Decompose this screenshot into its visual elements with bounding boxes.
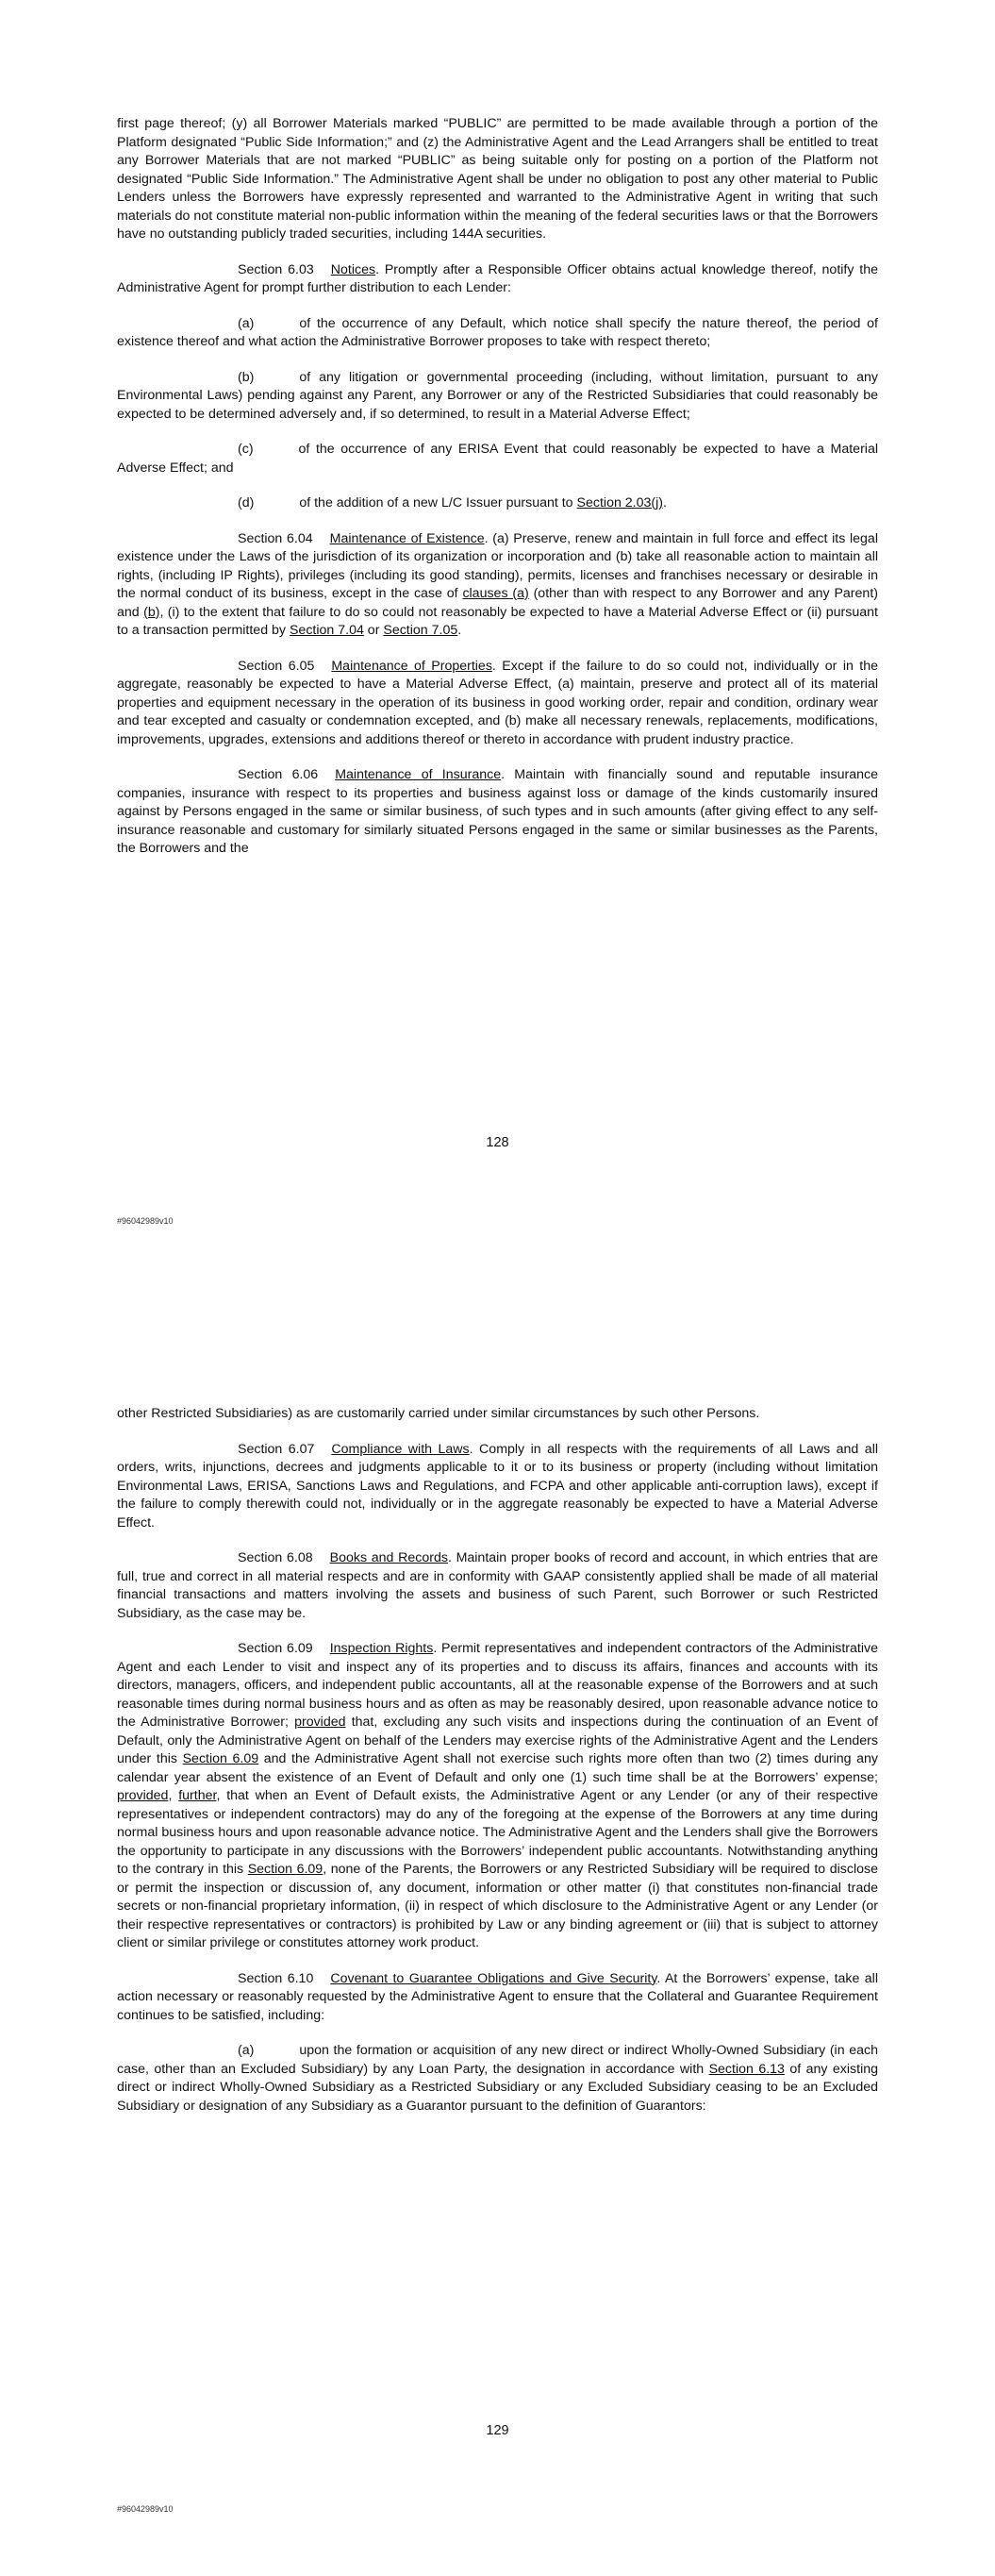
section-text: , that when an Event of Default exists, the Administrative Agent or any Lender (or any of their respective representatives or independent contractors) may do any of the foregoing at the expense of the Borrowers at any time during normal business hours and upon reasonable advance notice. The Administrative Agent and the Lenders shall give the Borrowers the opportunity to participate in any discussions with the Borrowers’ independent public accountants. Notwithstanding anything to the contrary in this (117, 1788, 878, 1877)
section-text: . Promptly after a Responsible Officer obtains actual knowledge thereof, notify the Administrative Agent for prompt further distribution to each Lender: (117, 261, 878, 295)
section-text: (other than with respect to any Borrower and any Parent) and (117, 586, 878, 620)
term-provided: provided (294, 1715, 346, 1730)
clause-6-03-b (117, 369, 878, 425)
clause-marker: (d) (238, 495, 255, 510)
clause-reference: clauses (a) (462, 586, 529, 601)
clause-text: of the occurrence of any Default, which notice shall specify the nature thereof, the period of existence thereof and what action the Administrative Borrower proposes to take with respect thereto; (117, 315, 878, 349)
section-text: . (a) Preserve, renew and maintain in full force and effect its legal existence under the Laws of the jurisdiction of its organization or incorporation and (b) take all reasonable action to maintain all rights, (including IP Rights), privileges (including its good standing), permits, licenses and franchises necessary or desirable in the normal conduct of its business, except in the case of (117, 530, 878, 601)
clause-text: of the addition of a new L/C Issuer pursuant to (299, 495, 577, 510)
document-id: #96042989v10 (117, 2504, 174, 2514)
section-6-07 (117, 1441, 878, 1533)
paragraph-intro: first page thereof; (y) all Borrower Materials marked “PUBLIC” are permitted to be made available through a portion of the Platform designated “Public Side Information;” and (z) the Administrative Agent and the Lead Arrangers shall be entitled to treat any Borrower Materials that are not marked “PUBLIC” as being suitable only for posting on a portion of the Platform not designated “Public Side Information.” The Administrative Agent shall be under no obligation to post any other material to Public Lenders unless the Borrowers have expressly represented and warranted to the Administrative Agent in writing that such materials do not constitute material non-public information within the meaning of the federal securities laws or that the Borrowers have no outstanding publicly traded securities, including 144A securities. (117, 116, 878, 242)
page-129 (0, 1288, 995, 2576)
section-heading: Covenant to Guarantee Obligations and Give Security (330, 1970, 657, 1986)
section-text: , (i) to the extent that failure to do so could not reasonably be expected to have a Material Adverse Effect or (ii) pursuant to a transaction permitted by (117, 604, 878, 638)
clause-text: of any existing direct or indirect Wholly-Owned Subsidiary as a Restricted Subsidiary or any Excluded Subsidiary ceasing to be an Excluded Subsidiary or designation of any Subsidiary as a Guarantor pursuant to the definition of Guarantors: (117, 2061, 878, 2114)
clause-marker: (a) (238, 2043, 255, 2058)
section-label: Section 6.08 (238, 1550, 313, 1565)
section-text: . (457, 623, 462, 638)
page-number: 128 (486, 1135, 509, 1150)
term-further: further (178, 1788, 217, 1803)
section-text: . At the Borrowers’ expense, take all action necessary or reasonably requested by the Administrative Agent to ensure that the Collateral and Guarantee Requirement continues to be satisfied, including: (117, 1970, 878, 2023)
clause-6-03-d (117, 494, 878, 513)
section-reference: Section 7.05 (383, 623, 458, 638)
section-text: and the Administrative Agent shall not exercise such rights more often than two (2) times during any calendar year absent the existence of an Event of Default and only one (1) such time shall be at the Borrowers’ expense; (117, 1751, 878, 1785)
section-reference: Section 6.09 (247, 1862, 323, 1877)
section-heading: Books and Records (329, 1550, 448, 1565)
section-heading: Inspection Rights (329, 1641, 434, 1656)
section-6-05 (117, 658, 878, 750)
section-label: Section 6.09 (238, 1641, 313, 1656)
clause-text-end: . (663, 495, 667, 510)
clause-marker: (c) (238, 442, 254, 457)
clause-6-10-a (117, 2042, 878, 2116)
page-number: 129 (486, 2423, 509, 2438)
section-heading: Maintenance of Existence (329, 530, 485, 546)
clause-text: of any litigation or governmental proceeding (including, without limitation, pursuant to any Environmental Laws) pending against any Parent, any Borrower or any of the Restricted Subsidiaries that could reasonably be expected to be determined adversely and, if so determined, to result in a Material Adverse Effect; (117, 369, 878, 422)
section-label: Section 6.04 (238, 530, 313, 546)
section-text: or (363, 623, 384, 638)
section-label: Section 6.03 (238, 261, 314, 277)
term-provided: provided (117, 1788, 169, 1803)
section-reference: Section 6.09 (182, 1751, 259, 1766)
clause-marker: (b) (238, 369, 255, 385)
section-text: that, excluding any such visits and inspections during the continuation of an Event of Default, only the Administrative Agent on behalf of the Lenders may exercise rights of the Administrative Agent and the Lenders under this (117, 1715, 879, 1766)
clause-marker: (a) (238, 315, 255, 331)
section-label: Section 6.06 (238, 767, 319, 782)
section-6-08 (117, 1549, 878, 1623)
section-label: Section 6.10 (238, 1970, 314, 1986)
page-body (117, 1405, 878, 2133)
section-reference: Section 6.13 (708, 2061, 785, 2077)
clause-reference: (b) (143, 604, 160, 620)
section-6-04 (117, 530, 878, 641)
section-text: . Maintain with financially sound and reputable insurance companies, insurance with respect to its properties and business against loss or damage of the kinds customarily insured against by Persons engaged in the same or similar business, of such types and in such amounts (after giving effect to any self-insurance reasonable and customary for similarly situated Persons engaged in the same or similar businesses as the Parents, the Borrowers and the (117, 767, 878, 856)
section-6-10 (117, 1970, 878, 2026)
section-text: , none of the Parents, the Borrowers or any Restricted Subsidiary will be required to disclose or permit the inspection or discussion of, any document, information or other matter (i) that constitutes non-financial trade secrets or non-financial proprietary information, (ii) in respect of which disclosure to the Administrative Agent or any Lender (or their respective representatives or contractors) is prohibited by Law or any binding agreement or (iii) that is subject to attorney client or similar privilege or constitutes attorney work product. (117, 1862, 878, 1950)
section-text: . Maintain proper books of record and account, in which entries that are full, true and correct in all material respects and are in conformity with GAAP consistently applied shall be made of all material financial transactions and matters involving the assets and business of such Parent, such Borrower or such Restricted Subsidiary, as the case may be. (117, 1550, 878, 1621)
section-text: , (168, 1788, 179, 1803)
section-reference: Section 2.03(j) (576, 495, 664, 510)
page-body (117, 115, 878, 876)
section-text: . Comply in all respects with the requirements of all Laws and all orders, writs, injunctions, decrees and judgments applicable to it or to its business or property (including without limitation Environmental Laws, ERISA, Sanctions Laws and Regulations, and FCPA and other applicable anti-corruption laws), except if the failure to comply therewith could not, individually or in the aggregate reasonably be expected to have a Material Adverse Effect. (117, 1441, 878, 1531)
clause-text: of the occurrence of any ERISA Event that could reasonably be expected to have a Material Adverse Effect; and (117, 442, 878, 476)
clause-6-03-a (117, 315, 878, 352)
document-id: #96042989v10 (117, 1216, 174, 1226)
clause-text: upon the formation or acquisition of any new direct or indirect Wholly-Owned Subsidiary (in each case, other than an Excluded Subsidiary) by any Loan Party, the designation in accordance with (117, 2043, 878, 2077)
section-text: . Permit representatives and independent contractors of the Administrative Agent and each Lender to visit and inspect any of its properties and to discuss its affairs, finances and accounts with its directors, managers, officers, and independent public accountants, all at the reasonable expense of the Borrowers and at such reasonable times during normal business hours and as often as may be reasonably desired, upon reasonable advance notice to the Administrative Borrower; (117, 1641, 878, 1730)
section-label: Section 6.05 (238, 658, 315, 674)
section-6-03 (117, 261, 878, 298)
section-heading: Maintenance of Insurance (335, 767, 502, 782)
section-6-09 (117, 1640, 878, 1953)
section-label: Section 6.07 (238, 1441, 315, 1457)
section-heading: Compliance with Laws (331, 1441, 470, 1457)
section-text: . Except if the failure to do so could not, individually or in the aggregate, reasonably be expected to have a Material Adverse Effect, (a) maintain, preserve and protect all of its material properties and equipment necessary in the operation of its business in good working order, repair and condition, ordinary wear and tear excepted and casualty or condemnation excepted, and (b) make all necessary renewals, replacements, modifications, improvements, upgrades, extensions and additions thereof or thereto in accordance with prudent industry practice. (117, 658, 878, 747)
clause-6-03-c (117, 441, 878, 477)
section-6-06 (117, 766, 878, 859)
section-heading: Notices (330, 261, 376, 277)
paragraph-intro: other Restricted Subsidiaries) as are customarily carried under similar circumstances by such other Persons. (117, 1406, 760, 1421)
section-heading: Maintenance of Properties (331, 658, 492, 674)
section-reference: Section 7.04 (289, 623, 364, 638)
